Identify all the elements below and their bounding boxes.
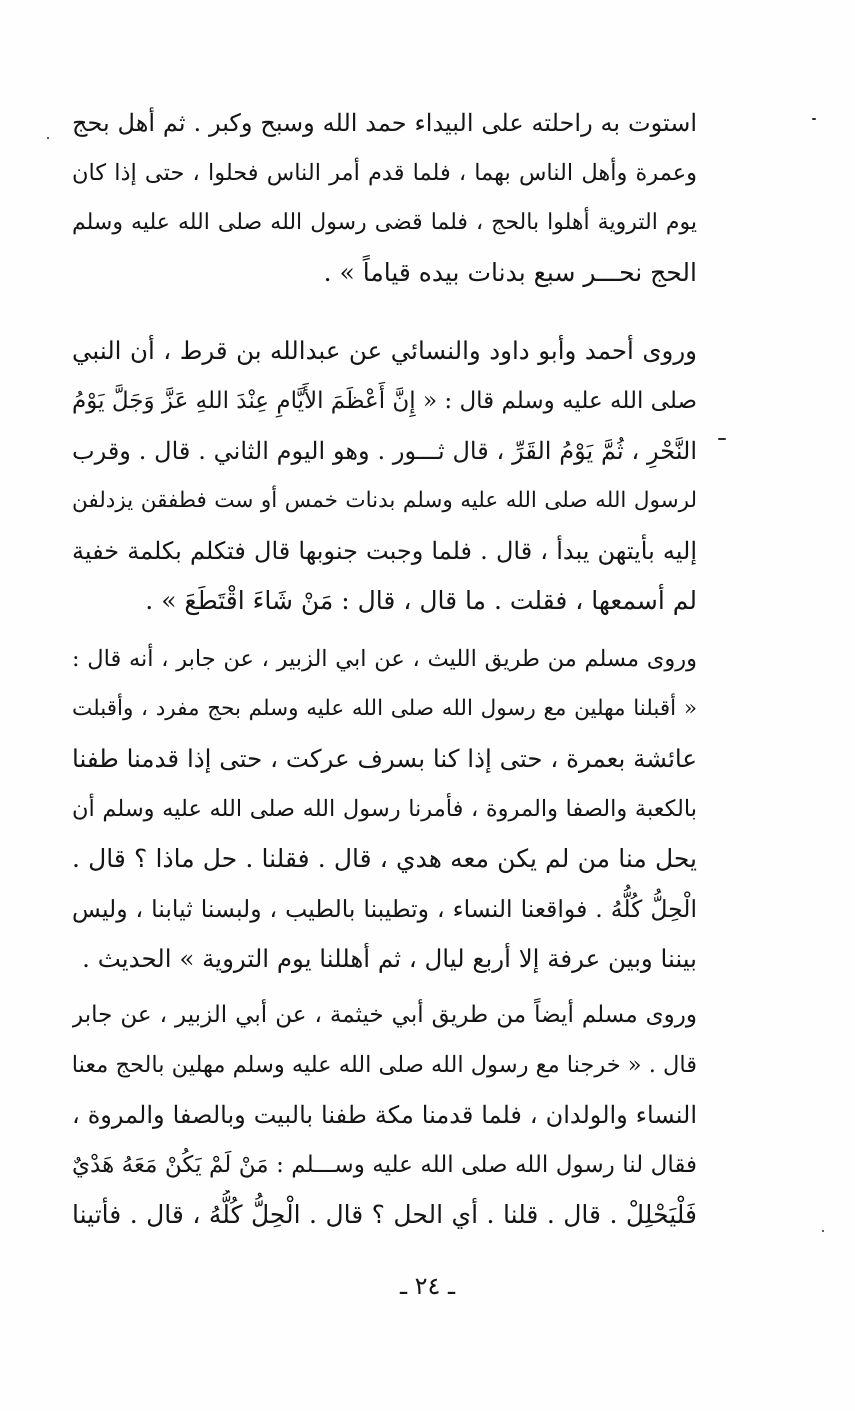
text-line: النساء والولدان ، فلما قدمنا مكة طفنا بالبيت وبالصفا والمروة ، (72, 1101, 697, 1129)
paragraph-1 (72, 98, 697, 298)
text-line: صلى الله عليه وسلم قال : « إِنَّ أَعْظَمَ الأَيَّامِ عِنْدَ اللهِ عَزَّ وَجَلَّ يَوْمُ (72, 388, 697, 414)
text-line: الحج نحـــر سبع بدنات بيده قياماً » . (323, 258, 697, 287)
text-line: لم أسمعها ، فقلت . ما قال ، قال : مَنْ شَاءَ اقْتَطَعَ » . (145, 586, 697, 615)
text-line: يحل منا من لم يكن معه هدي ، قال . فقلنا . حل ماذا ؟ قال . (72, 844, 697, 873)
text-line: « أقبلنا مهلين مع رسول الله صلى الله عليه وسلم بحج مفرد ، وأقبلت (72, 696, 697, 721)
paragraph-2 (72, 326, 697, 626)
text-line: لرسول الله صلى الله عليه وسلم بدنات خمس أو ست فطفقن يزدلفن (72, 488, 697, 513)
paragraph-3 (72, 634, 697, 984)
scan-speck (822, 1230, 824, 1232)
text-line: وروى مسلم أيضاً من طريق أبي خيثمة ، عن أبي الزبير ، عن جابر (72, 1002, 697, 1028)
paragraph-4 (72, 990, 697, 1240)
text-line: وعمرة وأهل الناس بهما ، فلما قدم أمر الناس فحلوا ، حتى إذا كان (72, 160, 697, 186)
text-line: فَلْيَحْلِلْ . قال . قلنا . أي الحل ؟ قال . الْحِلُّ كُلُّهُ ، قال . فأتينا (72, 1200, 697, 1229)
scan-speck (47, 137, 49, 139)
text-line: يوم التروية أهلوا بالحج ، فلما قضى رسول الله صلى الله عليه وسلم (72, 210, 697, 235)
text-line: وروى مسلم من طريق الليث ، عن ابي الزبير ، عن جابر ، أنه قال : (72, 646, 697, 672)
text-line: الْحِلُّ كُلُّهُ . فواقعنا النساء ، وتطيبنا بالطيب ، ولبسنا ثيابنا ، وليس (72, 895, 697, 923)
text-line: فقال لنا رسول الله صلى الله عليه وســـلم : مَنْ لَمْ يَكُنْ مَعَهُ هَدْيٌ (72, 1152, 697, 1178)
scan-speck (718, 438, 726, 440)
text-line: النَّحْرِ ، ثُمَّ يَوْمُ القَرِّ ، قال ثـــور . وهو اليوم الثاني . قال . وقرب (72, 437, 697, 465)
text-line: قال . « خرجنا مع رسول الله صلى الله عليه وسلم مهلين بالحج معنا (72, 1052, 697, 1078)
text-line: بيننا وبين عرفة إلا أربع ليال ، ثم أهللنا يوم التروية » الحديث . (82, 944, 697, 973)
page-number: ـ ٢٤ ـ (399, 1272, 456, 1300)
text-line: استوت به راحلته على البيداء حمد الله وسبح وكبر . ثم أهل بحج (72, 109, 697, 137)
text-line: إليه بأيتهن يبدأ ، قال . فلما وجبت جنوبها قال فتكلم بكلمة خفية (72, 537, 697, 565)
text-line: عائشة بعمرة ، حتى إذا كنا بسرف عركت ، حتى إذا قدمنا طفنا (72, 744, 697, 773)
scan-speck (812, 118, 816, 120)
text-line: وروى أحمد وأبو داود والنسائي عن عبدالله بن قرط ، أن النبي (72, 336, 697, 365)
text-line: بالكعبة والصفا والمروة ، فأمرنا رسول الله صلى الله عليه وسلم أن (72, 796, 697, 822)
